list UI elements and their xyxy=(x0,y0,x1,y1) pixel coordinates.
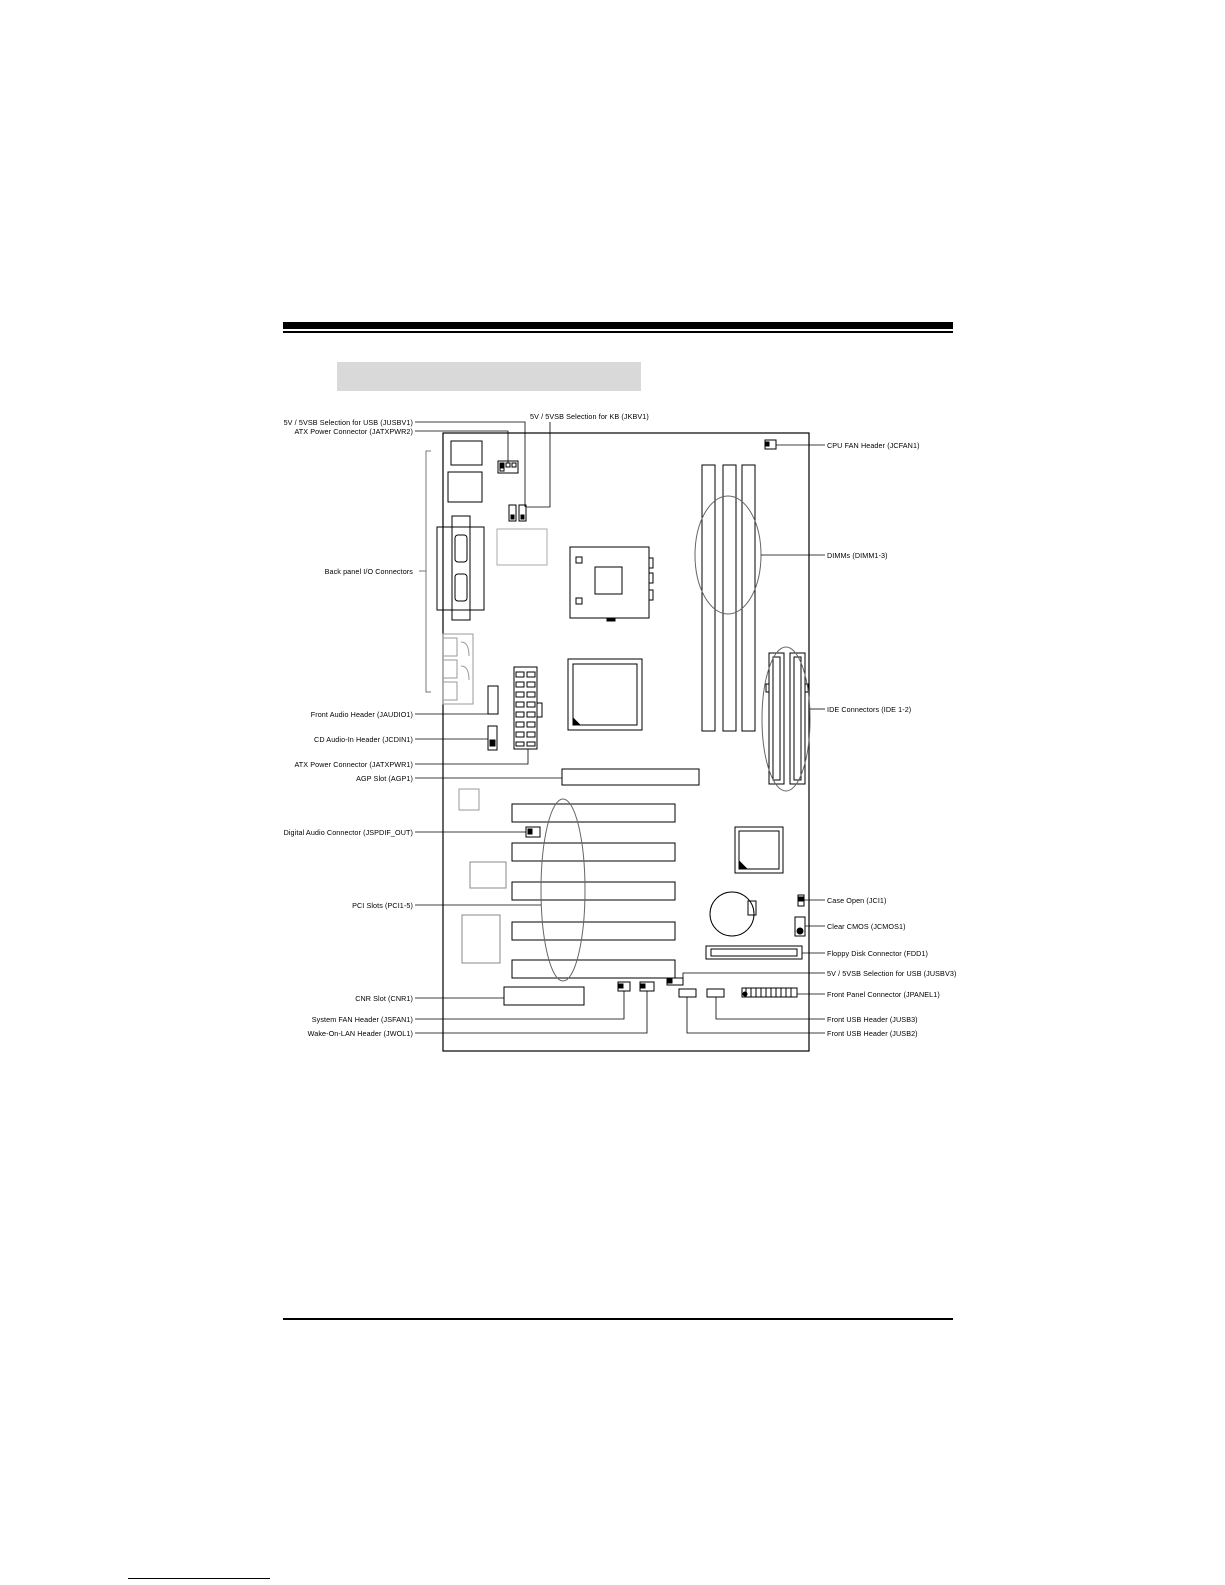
cnr-slot xyxy=(504,987,584,1005)
label-jkbv1: 5V / 5VSB Selection for KB (JKBV1) xyxy=(530,412,649,421)
label-agp1: AGP Slot (AGP1) xyxy=(356,774,413,783)
jaudio1 xyxy=(488,686,498,714)
agp-slot xyxy=(562,769,699,785)
footer-rule xyxy=(283,1318,953,1320)
label-jci1: Case Open (JCI1) xyxy=(827,896,887,905)
chip-b xyxy=(462,915,500,963)
board-outline xyxy=(443,433,809,1051)
label-jatxpwr2: ATX Power Connector (JATXPWR2) xyxy=(294,427,413,436)
label-jcmos1: Clear CMOS (JCMOS1) xyxy=(827,922,906,931)
label-jspdif: Digital Audio Connector (JSPDIF_OUT) xyxy=(283,828,413,837)
label-jusbv1: 5V / 5VSB Selection for USB (JUSBV1) xyxy=(283,418,413,427)
label-jpanel1: Front Panel Connector (JPANEL1) xyxy=(827,990,940,999)
leader-lines xyxy=(415,422,825,1033)
cmos-battery xyxy=(710,892,754,936)
label-jcfan1: CPU FAN Header (JCFAN1) xyxy=(827,441,920,450)
ide-connectors xyxy=(762,647,810,791)
south-bridge xyxy=(735,827,783,873)
north-bridge xyxy=(568,659,642,730)
label-pci: PCI Slots (PCI1-5) xyxy=(352,901,413,910)
jpanel1 xyxy=(742,988,797,997)
fdd1 xyxy=(706,946,802,959)
jusb2 xyxy=(679,989,696,997)
small-chip xyxy=(459,789,479,810)
label-jusbv3: 5V / 5VSB Selection for USB (JUSBV3) xyxy=(827,969,957,978)
backpanel-bracket xyxy=(419,451,431,692)
label-jwol1: Wake-On-LAN Header (JWOL1) xyxy=(307,1029,413,1038)
footnote-rule xyxy=(128,1578,270,1579)
backpanel-io-group xyxy=(437,441,484,704)
label-cnr1: CNR Slot (CNR1) xyxy=(355,994,413,1003)
label-jatxpwr1: ATX Power Connector (JATXPWR1) xyxy=(294,760,413,769)
label-jusb3: Front USB Header (JUSB3) xyxy=(827,1015,918,1024)
pci-slots xyxy=(512,799,675,981)
label-fdd1: Floppy Disk Connector (FDD1) xyxy=(827,949,929,958)
label-jcdin1: CD Audio-In Header (JCDIN1) xyxy=(314,735,413,744)
label-backpanel: Back panel I/O Connectors xyxy=(324,567,413,576)
label-jsfan1: System FAN Header (JSFAN1) xyxy=(311,1015,413,1024)
jusb3 xyxy=(707,989,724,997)
chipset-shadow xyxy=(497,529,547,565)
jatxpwr1 xyxy=(514,667,542,749)
dimm-slots xyxy=(695,465,761,731)
label-ide: IDE Connectors (IDE 1-2) xyxy=(827,705,912,714)
chip-a xyxy=(470,862,506,888)
label-jaudio1: Front Audio Header (JAUDIO1) xyxy=(310,710,413,719)
label-dimm: DIMMs (DIMM1-3) xyxy=(827,551,888,560)
label-jusb2: Front USB Header (JUSB2) xyxy=(827,1029,918,1038)
cpu-socket xyxy=(570,547,653,621)
